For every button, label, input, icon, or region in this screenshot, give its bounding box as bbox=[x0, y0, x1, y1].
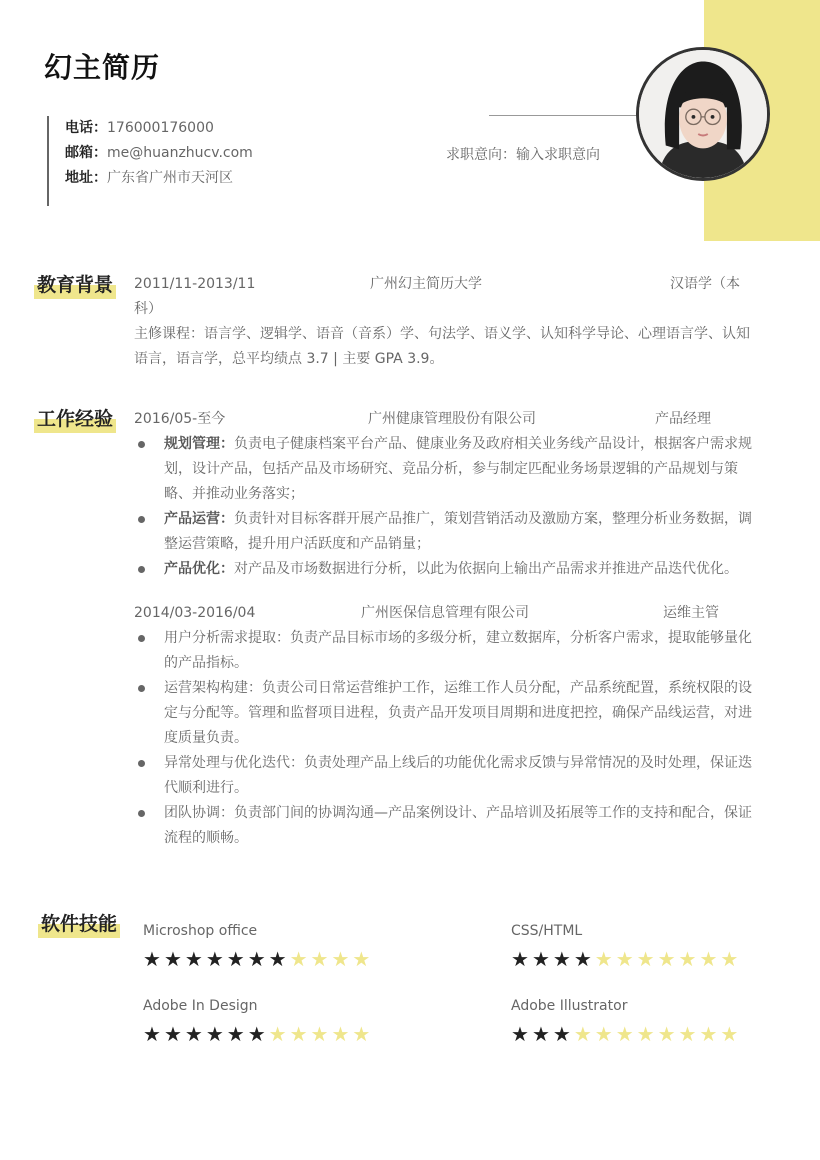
list-item bbox=[134, 557, 764, 582]
list-item bbox=[134, 801, 764, 851]
job-position: 运维主管 bbox=[663, 605, 719, 621]
header-divider bbox=[489, 115, 649, 116]
job-entry bbox=[134, 601, 764, 851]
star-empty-icon: ★ bbox=[636, 1022, 658, 1046]
job-position: 产品经理 bbox=[655, 411, 711, 427]
star-empty-icon: ★ bbox=[352, 947, 374, 971]
star-filled-icon: ★ bbox=[552, 1022, 574, 1046]
job-intent: 求职意向：输入求职意向 bbox=[446, 147, 600, 163]
skill-name: Adobe In Design bbox=[143, 998, 258, 1014]
skill-name: CSS/HTML bbox=[511, 923, 583, 939]
star-filled-icon: ★ bbox=[143, 1022, 164, 1046]
duty-label: 产品运营： bbox=[164, 511, 234, 527]
star-empty-icon: ★ bbox=[720, 1022, 742, 1046]
duty-text: 负责电子健康档案平台产品、健康业务及政府相关业务线产品设计，根据客户需求规划，设计产品，包括产品及市场研究、竞品分析，参与制定匹配业务场景逻辑的产品规划与策略、并推动业务落实； bbox=[164, 436, 752, 502]
education-title-text: 教育背景 bbox=[37, 274, 114, 296]
job-header-row bbox=[134, 601, 764, 626]
star-filled-icon: ★ bbox=[143, 947, 164, 971]
star-empty-icon: ★ bbox=[594, 1022, 616, 1046]
duty-text: 用户分析需求提取：负责产品目标市场的多级分析，建立数据库，分析客户需求，提取能够量化的产品指标。 bbox=[164, 630, 752, 671]
job-duties-list bbox=[134, 626, 764, 851]
star-empty-icon: ★ bbox=[310, 1022, 332, 1046]
list-item bbox=[134, 626, 764, 676]
star-empty-icon: ★ bbox=[268, 1022, 290, 1046]
skill-rating-stars bbox=[511, 1023, 741, 1045]
education-period: 2011/11-2013/11 bbox=[134, 276, 256, 292]
work-section-title bbox=[37, 407, 113, 431]
duty-label: 规划管理： bbox=[164, 436, 234, 452]
skill-rating-stars bbox=[143, 1023, 373, 1045]
star-filled-icon: ★ bbox=[205, 947, 227, 971]
address-value: 广东省广州市天河区 bbox=[107, 170, 233, 186]
star-empty-icon: ★ bbox=[594, 947, 616, 971]
star-empty-icon: ★ bbox=[331, 947, 353, 971]
star-empty-icon: ★ bbox=[615, 1022, 637, 1046]
education-courses: 主修课程：语言学、逻辑学、语音（音系）学、句法学、语义学、认知科学导论、心理语言学、认知语言，语言学，总平均绩点 3.7 | 主要 GPA 3.9。 bbox=[134, 326, 750, 367]
star-filled-icon: ★ bbox=[511, 947, 532, 971]
star-filled-icon: ★ bbox=[184, 1022, 206, 1046]
skill-name: Adobe Illustrator bbox=[511, 998, 628, 1014]
star-filled-icon: ★ bbox=[247, 1022, 269, 1046]
skill-item bbox=[511, 996, 741, 1045]
job-company: 广州健康管理股份有限公司 bbox=[368, 411, 536, 427]
education-section-title bbox=[37, 273, 113, 297]
list-item bbox=[134, 751, 764, 801]
job-period: 2014/03-2016/04 bbox=[134, 605, 256, 621]
star-filled-icon: ★ bbox=[531, 947, 553, 971]
education-header-row bbox=[134, 272, 760, 297]
education-major: 汉语学（本 bbox=[670, 276, 740, 292]
duty-text: 团队协调：负责部门间的协调沟通—产品案例设计、产品培训及拓展等工作的支持和配合，保证流程的顺畅。 bbox=[164, 805, 752, 846]
avatar bbox=[636, 47, 770, 181]
resume-name: 幻主简历 bbox=[44, 51, 161, 84]
job-duties-list bbox=[134, 432, 764, 582]
duty-label: 产品优化： bbox=[164, 561, 234, 577]
list-item bbox=[134, 676, 764, 751]
skill-rating-stars bbox=[143, 948, 373, 970]
star-filled-icon: ★ bbox=[163, 1022, 185, 1046]
star-empty-icon: ★ bbox=[331, 1022, 353, 1046]
star-filled-icon: ★ bbox=[511, 1022, 532, 1046]
education-major-continued: 科） bbox=[134, 301, 162, 317]
star-empty-icon: ★ bbox=[657, 1022, 679, 1046]
duty-text: 运营架构构建：负责公司日常运营维护工作，运维工作人员分配，产品系统配置，系统权限的设定与分配等。管理和监督项目进程，负责产品开发项目周期和进度把控，确保产品线运营，对进度质量负责。 bbox=[164, 680, 752, 746]
star-empty-icon: ★ bbox=[310, 947, 332, 971]
star-empty-icon: ★ bbox=[678, 947, 700, 971]
skills-section-title bbox=[41, 912, 117, 936]
duty-text: 异常处理与优化迭代：负责处理产品上线后的功能优化需求反馈与异常情况的及时处理，保证迭代顺利进行。 bbox=[164, 755, 752, 796]
education-section bbox=[134, 272, 760, 372]
job-entry bbox=[134, 407, 764, 582]
phone-value: 176000176000 bbox=[107, 120, 214, 136]
star-empty-icon: ★ bbox=[699, 947, 721, 971]
star-empty-icon: ★ bbox=[352, 1022, 374, 1046]
education-school: 广州幻主简历大学 bbox=[370, 276, 482, 292]
email-value: me@huanzhucv.com bbox=[107, 145, 253, 161]
star-empty-icon: ★ bbox=[699, 1022, 721, 1046]
star-filled-icon: ★ bbox=[163, 947, 185, 971]
skill-item bbox=[143, 921, 373, 970]
star-empty-icon: ★ bbox=[657, 947, 679, 971]
work-section bbox=[134, 407, 764, 851]
skill-rating-stars bbox=[511, 948, 741, 970]
star-empty-icon: ★ bbox=[720, 947, 742, 971]
skill-item bbox=[143, 996, 373, 1045]
job-period: 2016/05-至今 bbox=[134, 411, 226, 427]
list-item bbox=[134, 507, 764, 557]
star-filled-icon: ★ bbox=[247, 947, 269, 971]
star-filled-icon: ★ bbox=[226, 947, 248, 971]
star-empty-icon: ★ bbox=[573, 1022, 595, 1046]
star-empty-icon: ★ bbox=[289, 947, 311, 971]
duty-text: 负责针对目标客群开展产品推广，策划营销活动及激励方案，整理分析业务数据，调整运营策略，提升用户活跃度和产品销量； bbox=[164, 511, 752, 552]
star-empty-icon: ★ bbox=[678, 1022, 700, 1046]
star-empty-icon: ★ bbox=[636, 947, 658, 971]
email-row bbox=[65, 141, 253, 166]
duty-text: 对产品及市场数据进行分析，以此为依据向上输出产品需求并推进产品迭代优化。 bbox=[234, 561, 738, 577]
skill-item bbox=[511, 921, 741, 970]
avatar-illustration bbox=[639, 50, 767, 178]
star-filled-icon: ★ bbox=[573, 947, 595, 971]
phone-row bbox=[65, 116, 253, 141]
phone-label: 电话： bbox=[65, 120, 107, 136]
star-filled-icon: ★ bbox=[184, 947, 206, 971]
job-company: 广州医保信息管理有限公司 bbox=[361, 605, 529, 621]
skill-name: Microshop office bbox=[143, 923, 258, 939]
address-label: 地址： bbox=[65, 170, 107, 186]
list-item bbox=[134, 432, 764, 507]
job-header-row bbox=[134, 407, 764, 432]
work-title-text: 工作经验 bbox=[37, 408, 114, 430]
address-row bbox=[65, 166, 253, 191]
skills-title-text: 软件技能 bbox=[41, 913, 118, 935]
contact-info bbox=[47, 116, 253, 206]
star-filled-icon: ★ bbox=[531, 1022, 553, 1046]
star-empty-icon: ★ bbox=[289, 1022, 311, 1046]
email-label: 邮箱： bbox=[65, 145, 107, 161]
star-filled-icon: ★ bbox=[205, 1022, 227, 1046]
star-empty-icon: ★ bbox=[615, 947, 637, 971]
star-filled-icon: ★ bbox=[552, 947, 574, 971]
star-filled-icon: ★ bbox=[226, 1022, 248, 1046]
star-filled-icon: ★ bbox=[268, 947, 290, 971]
